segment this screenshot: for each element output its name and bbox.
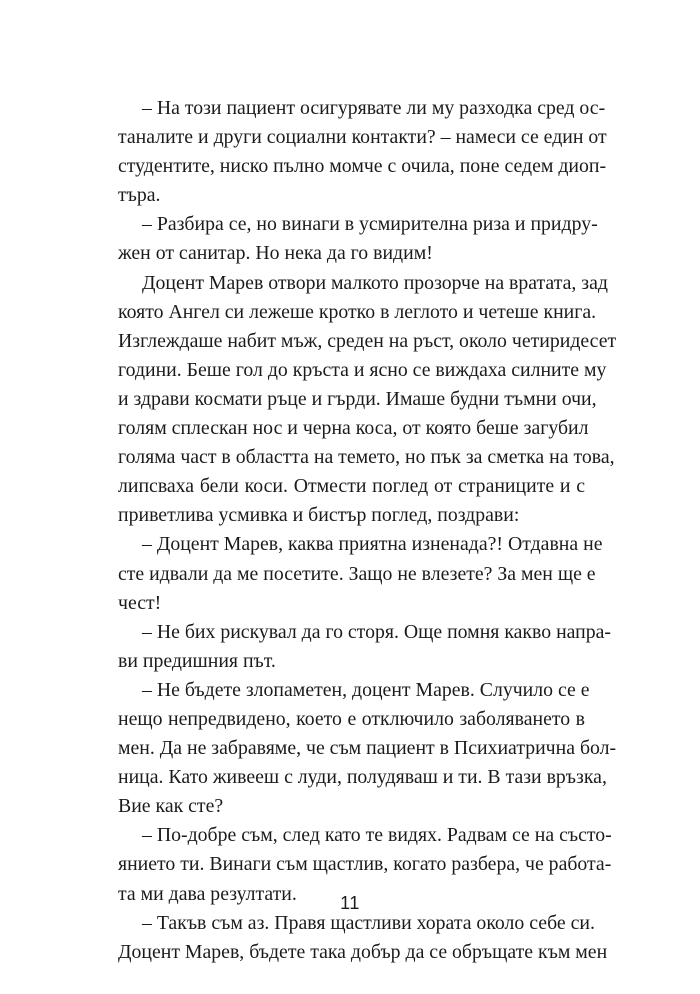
text-line: – Не бъдете злопаметен, доцент Марев. Случило се е — [142, 678, 590, 701]
text-line: Изглеждаше набит мъж, среден на ръст, около четиридесет — [118, 329, 617, 352]
text-line: чест! — [118, 591, 162, 614]
text-line: – На този пациент осигурявате ли му разходка сред ос- — [142, 97, 606, 119]
paragraph — [118, 909, 608, 967]
text-line: таналите и други социални контакти? – намеси се един от — [118, 126, 607, 149]
text-line: и здрави космати ръце и гърди. Имаше будни тъмни очи, — [118, 387, 597, 410]
text-line: студентите, ниско пълно момче с очила, поне седем диоп- — [118, 155, 607, 178]
text-line: липсваха бели коси. Отмести поглед от страниците и с — [118, 475, 585, 498]
text-line: години. Беше гол до кръста и ясно се виждаха силните му — [118, 358, 607, 381]
text-line: Доцент Марев, бъдете така добър да се обръщате към мен — [118, 940, 608, 963]
text-line: жен от санитар. Но нека да го видим! — [118, 242, 433, 265]
text-line: мен. Да не забравяме, че съм пациент в Психиатрична бол- — [118, 737, 617, 760]
text-line: – Разбира се, но винаги в усмирителна риза и придру- — [142, 213, 598, 236]
text-line: голям сплескан нос и черна коса, от която беше загубил — [118, 417, 589, 440]
text-line: – Не бих рискувал да го сторя. Още помня какво напра- — [142, 620, 612, 643]
text-line: – По-добре съм, след като те видях. Радвам се на състо- — [142, 824, 612, 847]
text-line: Вие как сте? — [118, 795, 224, 818]
text-line: – Доцент Марев, каква приятна изненада?! Отдавна не — [142, 533, 603, 556]
text-line: която Ангел си лежеше кротко в леглото и четеше книга. — [118, 300, 597, 323]
paragraph — [118, 618, 612, 676]
paragraph — [118, 676, 617, 821]
paragraph — [118, 210, 598, 268]
text-line: ви предишния път. — [118, 649, 276, 672]
text-line: янието ти. Винаги съм щастлив, когато разбера, че работа- — [118, 853, 612, 876]
page-body-text — [118, 94, 617, 967]
text-line: търа. — [118, 184, 161, 207]
text-line: сте идвали да ме посетите. Защо не влезете? За мен ще е — [118, 562, 596, 585]
text-line: приветлива усмивка и бистър поглед, поздрави: — [118, 504, 520, 527]
paragraph — [118, 530, 603, 617]
page-number: 11 — [340, 893, 360, 913]
text-line: – Такъв съм аз. Правя щастливи хората около себе си. — [142, 911, 595, 934]
text-line: та ми дава резултати. — [118, 882, 297, 905]
text-line: ница. Като живееш с луди, полудяваш и ти. В тази връзка, — [118, 766, 607, 789]
text-line: Доцент Марев отвори малкото прозорче на вратата, зад — [142, 271, 608, 294]
text-line: голяма част в областта на темето, но пък за сметка на това, — [118, 446, 615, 469]
paragraph — [118, 94, 607, 210]
paragraph — [118, 269, 617, 531]
text-line: нещо непредвидено, което е отключило заболяването в — [118, 707, 585, 730]
